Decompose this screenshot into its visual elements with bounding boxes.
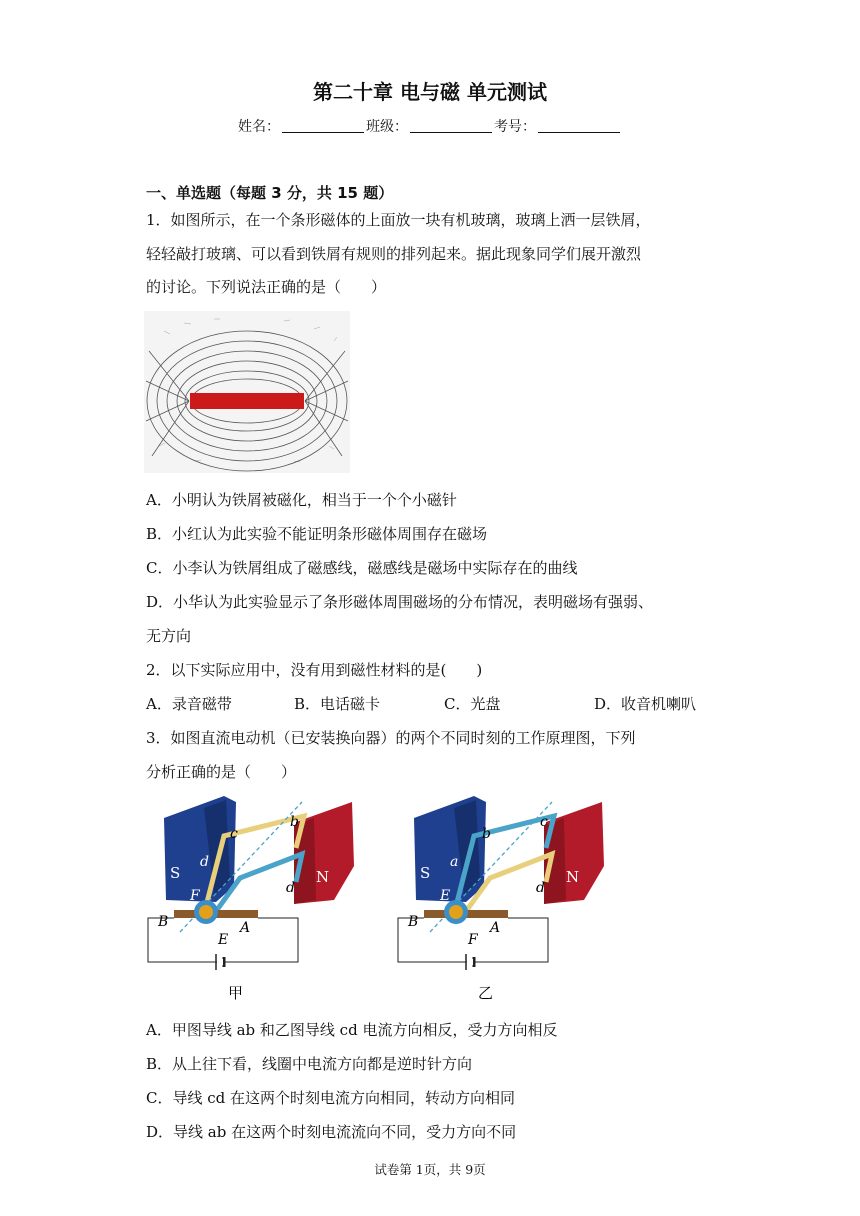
exam-label: 考号： [494, 119, 536, 135]
label-s: S [420, 864, 431, 882]
label-n: N [566, 868, 580, 886]
label-a: a [450, 854, 459, 870]
label-d1: d [200, 854, 209, 870]
label-b-brush: B [158, 914, 169, 930]
motor-figure-yi [394, 796, 604, 1004]
q1-option-c[interactable]: C．小李认为铁屑组成了磁感线，磁感线是磁场中实际存在的曲线 [146, 559, 578, 577]
q2-option-a[interactable]: A．录音磁带 [146, 695, 232, 713]
q1-option-b[interactable]: B．小红认为此实验不能证明条形磁体周围存在磁场 [146, 525, 488, 543]
q3-option-c[interactable]: C．导线 cd 在这两个时刻电流方向相同，转动方向相同 [146, 1089, 516, 1107]
q1-option-d[interactable]: D．小华认为此实验显示了条形磁体周围磁场的分布情况，表明磁场有强弱、 [146, 593, 654, 611]
label-n: N [316, 868, 330, 886]
label-b: b [290, 814, 299, 830]
q3-option-d[interactable]: D．导线 ab 在这两个时刻电流流向不同，受力方向不同 [146, 1123, 517, 1141]
label-s: S [170, 864, 181, 882]
page-footer: 试卷第 1页，共 9页 [374, 1162, 486, 1177]
label-a-brush: A [490, 920, 501, 936]
label-b-brush: B [408, 914, 419, 930]
q3-stem-line-1: 3．如图直流电动机（已安装换向器）的两个不同时刻的工作原理图，下列 [146, 729, 636, 747]
label-b: b [482, 826, 491, 842]
label-e: E [440, 888, 451, 904]
bar-magnet [190, 393, 304, 409]
q1-option-a[interactable]: A．小明认为铁屑被磁化，相当于一个个小磁针 [146, 491, 457, 509]
q1-stem-line-3: 的讨论。下列说法正确的是（ ） [146, 278, 387, 296]
q1-stem-line-2: 轻轻敲打玻璃、可以看到铁屑有规则的排列起来。据此现象同学们展开激烈 [146, 245, 642, 263]
caption-yi: 乙 [478, 984, 494, 1002]
section-heading: 一、单选题（每题 3 分，共 15 题） [146, 184, 394, 202]
label-c: c [230, 826, 238, 842]
q2-stem: 2．以下实际应用中，没有用到磁性材料的是( ) [146, 661, 483, 679]
q3-option-b[interactable]: B．从上往下看，线圈中电流方向都是逆时针方向 [146, 1055, 473, 1073]
q2-option-d[interactable]: D．收音机喇叭 [594, 695, 697, 713]
exam-blank[interactable] [538, 118, 620, 133]
label-d: d [536, 880, 545, 896]
label-d2: d [286, 880, 295, 896]
name-blank[interactable] [282, 118, 364, 133]
q1-stem-line-1: 1．如图所示，在一个条形磁体的上面放一块有机玻璃，玻璃上洒一层铁屑， [146, 211, 651, 229]
q3-stem-line-2: 分析正确的是（ ） [146, 763, 297, 781]
class-blank[interactable] [410, 118, 492, 133]
q2-option-c[interactable]: C．光盘 [444, 695, 501, 713]
q1-option-d-cont: 无方向 [146, 627, 192, 645]
class-label: 班级： [366, 119, 408, 135]
caption-jia: 甲 [228, 984, 244, 1002]
q2-option-b[interactable]: B．电话磁卡 [294, 695, 381, 713]
motor-figure-jia [144, 796, 354, 1004]
iron-filings-figure [144, 311, 350, 473]
q3-option-a[interactable]: A．甲图导线 ab 和乙图导线 cd 电流方向相反，受力方向相反 [146, 1021, 558, 1039]
student-info-line [0, 116, 860, 136]
label-c: c [540, 814, 548, 830]
label-f: F [468, 932, 478, 948]
label-e: E [218, 932, 229, 948]
label-f: F [190, 888, 200, 904]
name-label: 姓名： [238, 119, 280, 135]
label-a-brush: A [240, 920, 251, 936]
page-title: 第二十章 电与磁 单元测试 [313, 80, 547, 104]
